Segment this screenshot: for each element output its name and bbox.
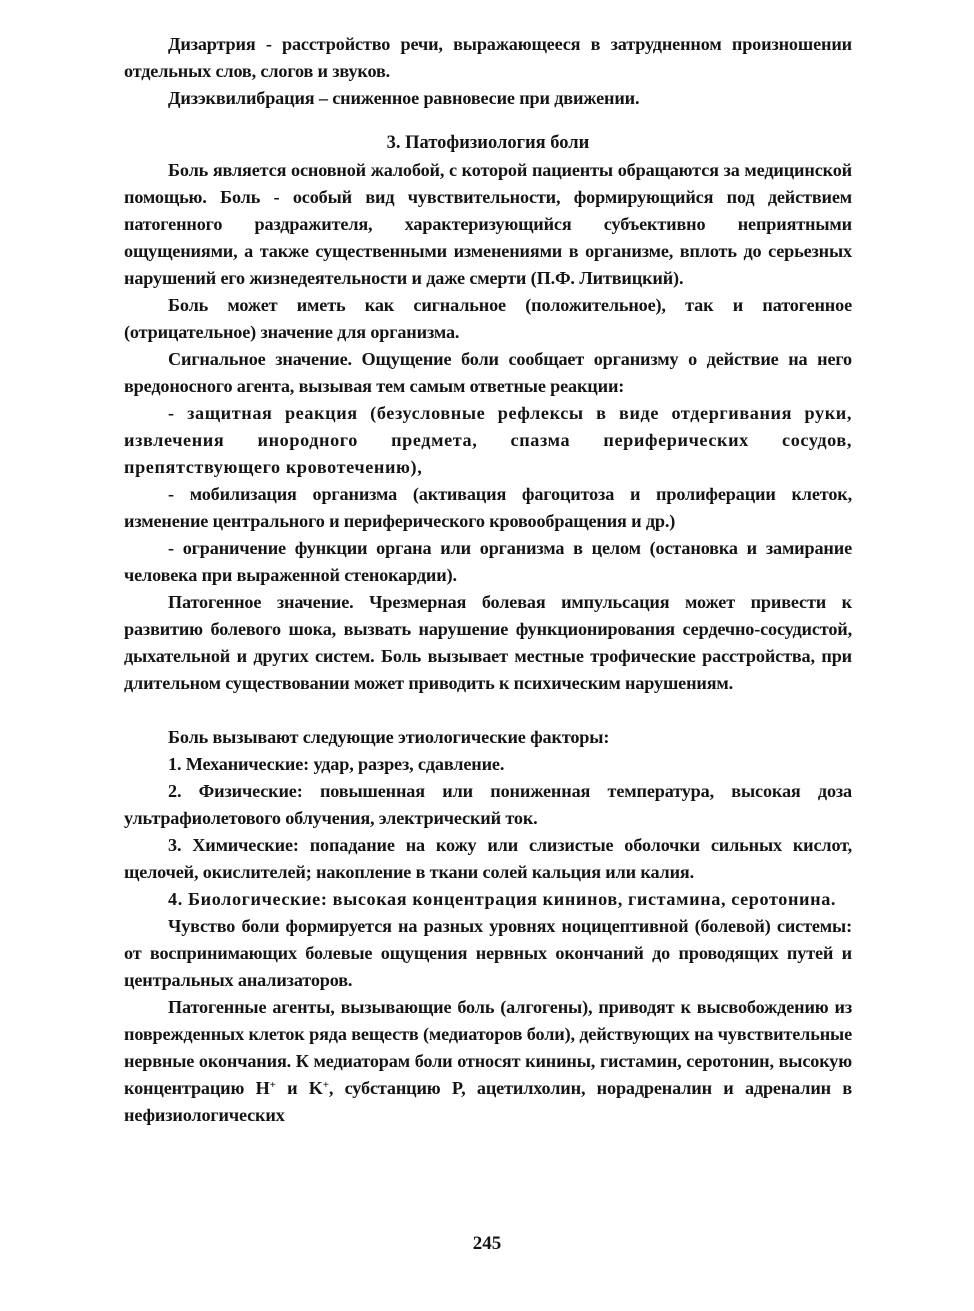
paragraph-dysarthria: Дизартрия - расстройство речи, выражающееся в затрудненном произношении отдельных слов, слогов и звуков. (124, 34, 852, 81)
term-etiological-factors: этиологические факторы (398, 727, 604, 747)
term-disequilibrium: Дизэквилибрация (168, 88, 315, 108)
list-item-mechanical: 1. Механические: удар, разрез, сдавление. (168, 754, 505, 774)
list-item-mobilization: - мобилизация организма (активация фагоцитоза и пролиферации клеток, изменение центрального и периферического кровообращения и др.) (124, 484, 852, 531)
paragraph-signal-significance: Сигнальное значение. Ощущение боли сообщает организму о действие на него вредоносного агента, вызывая тем самым ответные реакции: (124, 349, 852, 396)
term-pain: Боль (220, 187, 261, 207)
paragraph-spacer (124, 697, 852, 724)
list-item-physical: 2. Физические: повышенная или пониженная температура, высокая доза ультрафиолетового облучения, электрический ток. (124, 781, 852, 828)
term-biological: Биологические: (188, 889, 328, 909)
page-number: 245 (472, 1233, 502, 1254)
term-dysarthria: Дизартрия (168, 34, 256, 54)
paragraph-pain-mediators: Патогенные агенты, вызывающие боль (алгогены), приводят к высвобождению из поврежденных клеток ряда веществ (медиаторов боли), действующих на чувствительные нервные окончания. К медиаторам боли относят кинины, гистамин, серотонин, высокую концентрацию H+ и K+, субстанцию P, ацетилхолин, норадреналин и адреналин в нефизиологических (124, 997, 852, 1125)
list-item-biological: 4. Биологические: высокая концентрация кининов, гистамина, серотонина. (168, 889, 837, 909)
section-heading: 3. Патофизиология боли (386, 133, 590, 153)
list-item-function-limitation: - ограничение функции органа или организма в целом (остановка и замирание человека при выраженной стенокардии). (124, 538, 852, 585)
paragraph-nociceptive-system: Чувство боли формируется на разных уровнях ноцицептивной (болевой) системы: от воспринимающих болевые ощущения нервных окончаний до проводящих путей и центральных анализаторов. (124, 916, 852, 990)
list-item-protective-reaction: - защитная реакция (безусловные рефлексы в виде отдергивания руки, извлечения инородного предмета, спазма периферических сосудов, препятствующего кровотечению), (124, 403, 852, 477)
paragraph-pathogenic-significance: Патогенное значение. Чрезмерная болевая импульсация может привести к развитию болевого шока, вызвать нарушение функционирования сердечно-сосудистой, дыхательной и других систем. Боль вызывает местные трофические расстройства, при длительном существовании может приводить к психическим нарушениям. (124, 592, 852, 693)
term-signal-significance: Сигнальное значение. (168, 349, 352, 369)
list-item-chemical: 3. Химические: попадание на кожу или слизистые оболочки сильных кислот, щелочей, окислителей; накопление в ткани солей кальция или калия. (124, 835, 852, 882)
term-pathogenic-significance: Патогенное значение. (168, 592, 354, 612)
paragraph-pain-significance: Боль может иметь как сигнальное (положительное), так и патогенное (отрицательное) значение для организма. (124, 295, 852, 342)
term-mechanical: Механические: (185, 754, 310, 774)
paragraph-etiological-factors: Боль вызывают следующие этиологические факторы: (168, 727, 610, 747)
paragraph-pain-definition: Боль является основной жалобой, с которой пациенты обращаются за медицинской помощью. Боль - особый вид чувствительности, формирующийся под действием патогенного раздражителя, характеризующийся субъективно неприятными ощущениями, а также существенными изменениями в организме, вплоть до серьезных нарушений его жизнедеятельности и даже смерти (П.Ф. Литвицкий). (124, 160, 853, 288)
term-pain-mediators: медиаторам боли (313, 1051, 453, 1071)
paragraph-disequilibrium: Дизэквилибрация – сниженное равновесие при движении. (168, 88, 640, 108)
term-chemical: Химические: (192, 835, 299, 855)
term-physical: Физические: (198, 781, 303, 801)
